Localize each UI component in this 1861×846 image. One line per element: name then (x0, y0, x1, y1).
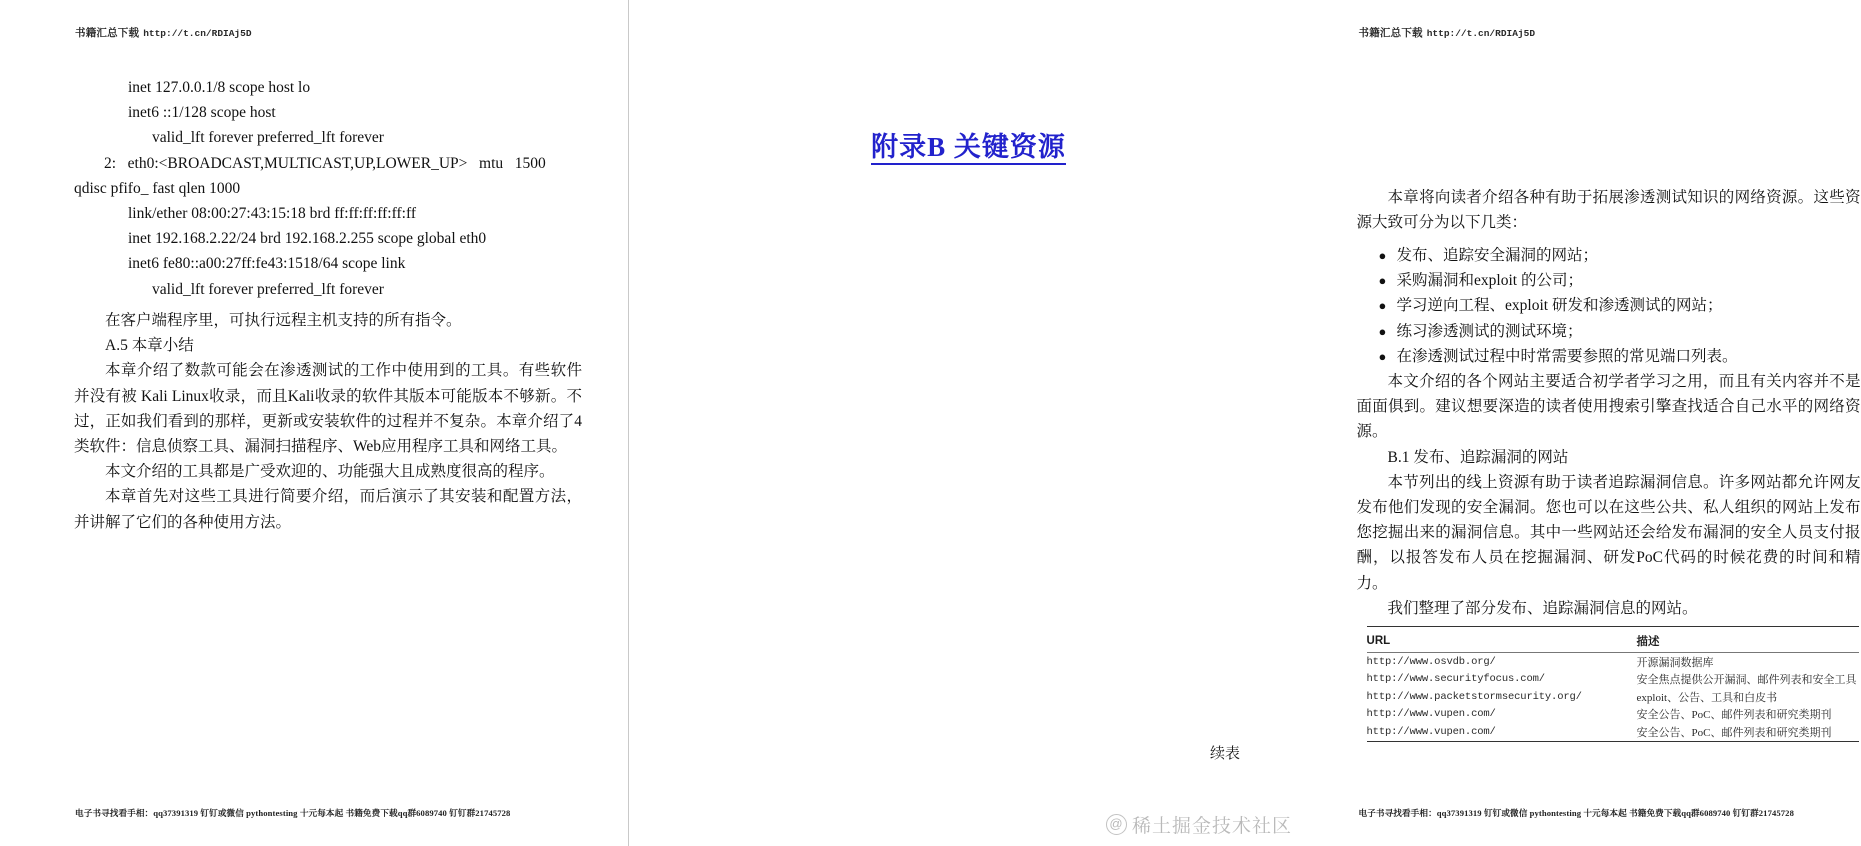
table-header-description: 描述 (1635, 627, 1859, 653)
table-cell-description: 安全公告、PoC、邮件列表和研究类期刊 (1636, 709, 1832, 722)
resource-url-table (1367, 626, 1859, 742)
right-intro-block (1357, 185, 1861, 235)
table-row (1367, 723, 1859, 741)
code-line: inet6 fe80::a00:27ff:fe43:1518/64 scope link (128, 255, 406, 273)
code-line: 2: eth0:<BROADCAST,MULTICAST,UP,LOWER_UP> mtu 1500 (104, 154, 546, 172)
table-cell-description: 安全焦点提供公开漏洞、邮件列表和安全工具 (1636, 674, 1857, 687)
paragraph-summary: 本章介绍了数款可能会在渗透测试的工作中使用到的工具。有些软件并没有被 Kali Linux收录，而且Kali收录的软件其版本可能版本不够新。不过，正如我们看到的那样，更新或安装软件的过程并不复杂。本章介绍了4类软件：信息侦察工具、漏洞扫描程序、Web应用程序工具和网络工具。 (74, 362, 582, 456)
list-item (1357, 344, 1861, 369)
left-code-block (74, 75, 582, 302)
list-item-label: 学习逆向工程、exploit 研发和渗透测试的网站； (1396, 297, 1723, 315)
resource-category-list (1357, 243, 1861, 369)
paragraph-section-b1: 本节列出的线上资源有助于读者追踪漏洞信息。许多网站都允许网友发布他们发现的安全漏洞。您也可以在这些公共、私人组织的网站上发布您挖掘出来的漏洞信息。其中一些网站还会给发布漏洞的安全人员支付报酬，以报答发布人员在挖掘漏洞、研发PoC代码的时候花费的时间和精力。 (1356, 473, 1861, 592)
right-running-head-label: 书籍汇总下载 (1358, 28, 1423, 39)
bullet-dot-icon: ● (1378, 348, 1387, 364)
code-line: inet 127.0.0.1/8 scope host lo (128, 79, 311, 96)
bullet-dot-icon: ● (1378, 248, 1387, 263)
paragraph-before-table: 我们整理了部分发布、追踪漏洞信息的网站。 (1387, 599, 1698, 617)
paragraph-tools: 本文介绍的工具都是广受欢迎的、功能强大且成熟度很高的程序。 (105, 463, 555, 481)
list-item (1357, 243, 1861, 268)
left-page (0, 0, 628, 846)
table-cell-description: exploit、公告、工具和白皮书 (1636, 691, 1778, 704)
paragraph-after-bullets: 本文介绍的各个网站主要适合初学者学习之用，而且有关内容并不是面面俱到。建议想要深造的读者使用搜索引擎查找适合自己水平的网络资源。 (1356, 373, 1861, 441)
list-item (1357, 268, 1861, 293)
right-text-block (1357, 369, 1861, 621)
table-row (1367, 706, 1859, 724)
code-line: inet6 ::1/128 scope host (128, 104, 276, 122)
left-running-head (75, 25, 252, 40)
table-cell-description: 安全公告、PoC、邮件列表和研究类期刊 (1635, 723, 1859, 741)
section-heading-b1: B.1 发布、追踪漏洞的网站 (1387, 448, 1569, 466)
left-text-block (74, 308, 582, 535)
left-running-head-url: http://t.cn/RDIAj5D (143, 28, 252, 39)
table-cell-url: http://www.packetstormsecurity.org/ (1366, 690, 1582, 703)
chapter-title (629, 125, 1309, 164)
right-page (629, 0, 1861, 846)
table-row (1367, 653, 1859, 671)
table-cell-url: http://www.vupen.com/ (1366, 708, 1496, 721)
left-running-head-label: 书籍汇总下载 (75, 28, 140, 39)
table-cell-url: http://www.securityfocus.com/ (1366, 673, 1545, 686)
right-page-footer: 电子书寻找看手相：qq37391319 钉钉或微信 pythontesting 十元每本起 书籍免费下载qq群6089740 钉钉群21745728 (1358, 808, 1794, 818)
list-item-label: 练习渗透测试的测试环境； (1396, 322, 1583, 340)
list-item (1357, 319, 1861, 344)
table-row (1367, 688, 1859, 706)
bullet-dot-icon: ● (1378, 273, 1387, 289)
left-page-footer: 电子书寻找看手相：qq37391319 钉钉或微信 pythontesting 十元每本起 书籍免费下载qq群6089740 钉钉群21745728 (75, 808, 511, 818)
list-item-label: 发布、追踪安全漏洞的网站； (1396, 247, 1599, 264)
watermark-text: 稀土掘金技术社区 (1131, 816, 1292, 837)
paragraph-intro: 在客户端程序里，可执行远程主机支持的所有指令。 (105, 312, 462, 329)
list-item-label: 在渗透测试过程中时常需要参照的常见端口列表。 (1396, 347, 1738, 365)
code-line: qdisc pfifo_ fast qlen 1000 (74, 179, 241, 197)
right-running-head-url: http://t.cn/RDIAj5D (1426, 28, 1536, 39)
chapter-title-text: 附录B 关键资源 (871, 132, 1066, 165)
table-cell-description: 开源漏洞数据库 (1636, 656, 1714, 669)
code-line: valid_lft forever preferred_lft forever (152, 129, 384, 147)
right-running-head (1359, 25, 1536, 40)
list-item (1357, 293, 1861, 318)
table-cell-url: http://www.vupen.com/ (1367, 723, 1635, 741)
code-line: valid_lft forever preferred_lft forever (152, 280, 384, 298)
list-item-label: 采购漏洞和exploit 的公司； (1396, 272, 1583, 290)
code-line: link/ether 08:00:27:43:15:18 brd ff:ff:ff:ff:ff:ff (128, 205, 417, 223)
bullet-dot-icon: ● (1378, 323, 1387, 339)
at-symbol-icon: @ (1106, 814, 1127, 835)
table-continued-label: 续表 (1209, 746, 1240, 762)
paragraph-method: 本章首先对这些工具进行简要介绍，而后演示了其安装和配置方法，并讲解了它们的各种使用方法。 (74, 488, 582, 531)
bullet-dot-icon: ● (1378, 298, 1387, 314)
table-row (1367, 671, 1859, 689)
section-heading-a5: A.5 本章小结 (105, 337, 194, 355)
table-header-row (1367, 627, 1859, 653)
table-header-url: URL (1367, 627, 1635, 653)
paragraph-chapter-intro: 本章将向读者介绍各种有助于拓展渗透测试知识的网络资源。这些资源大致可分为以下几类： (1356, 189, 1861, 232)
table-cell-url: http://www.osvdb.org/ (1366, 655, 1496, 668)
code-line: inet 192.168.2.22/24 brd 192.168.2.255 scope global eth0 (128, 230, 487, 248)
